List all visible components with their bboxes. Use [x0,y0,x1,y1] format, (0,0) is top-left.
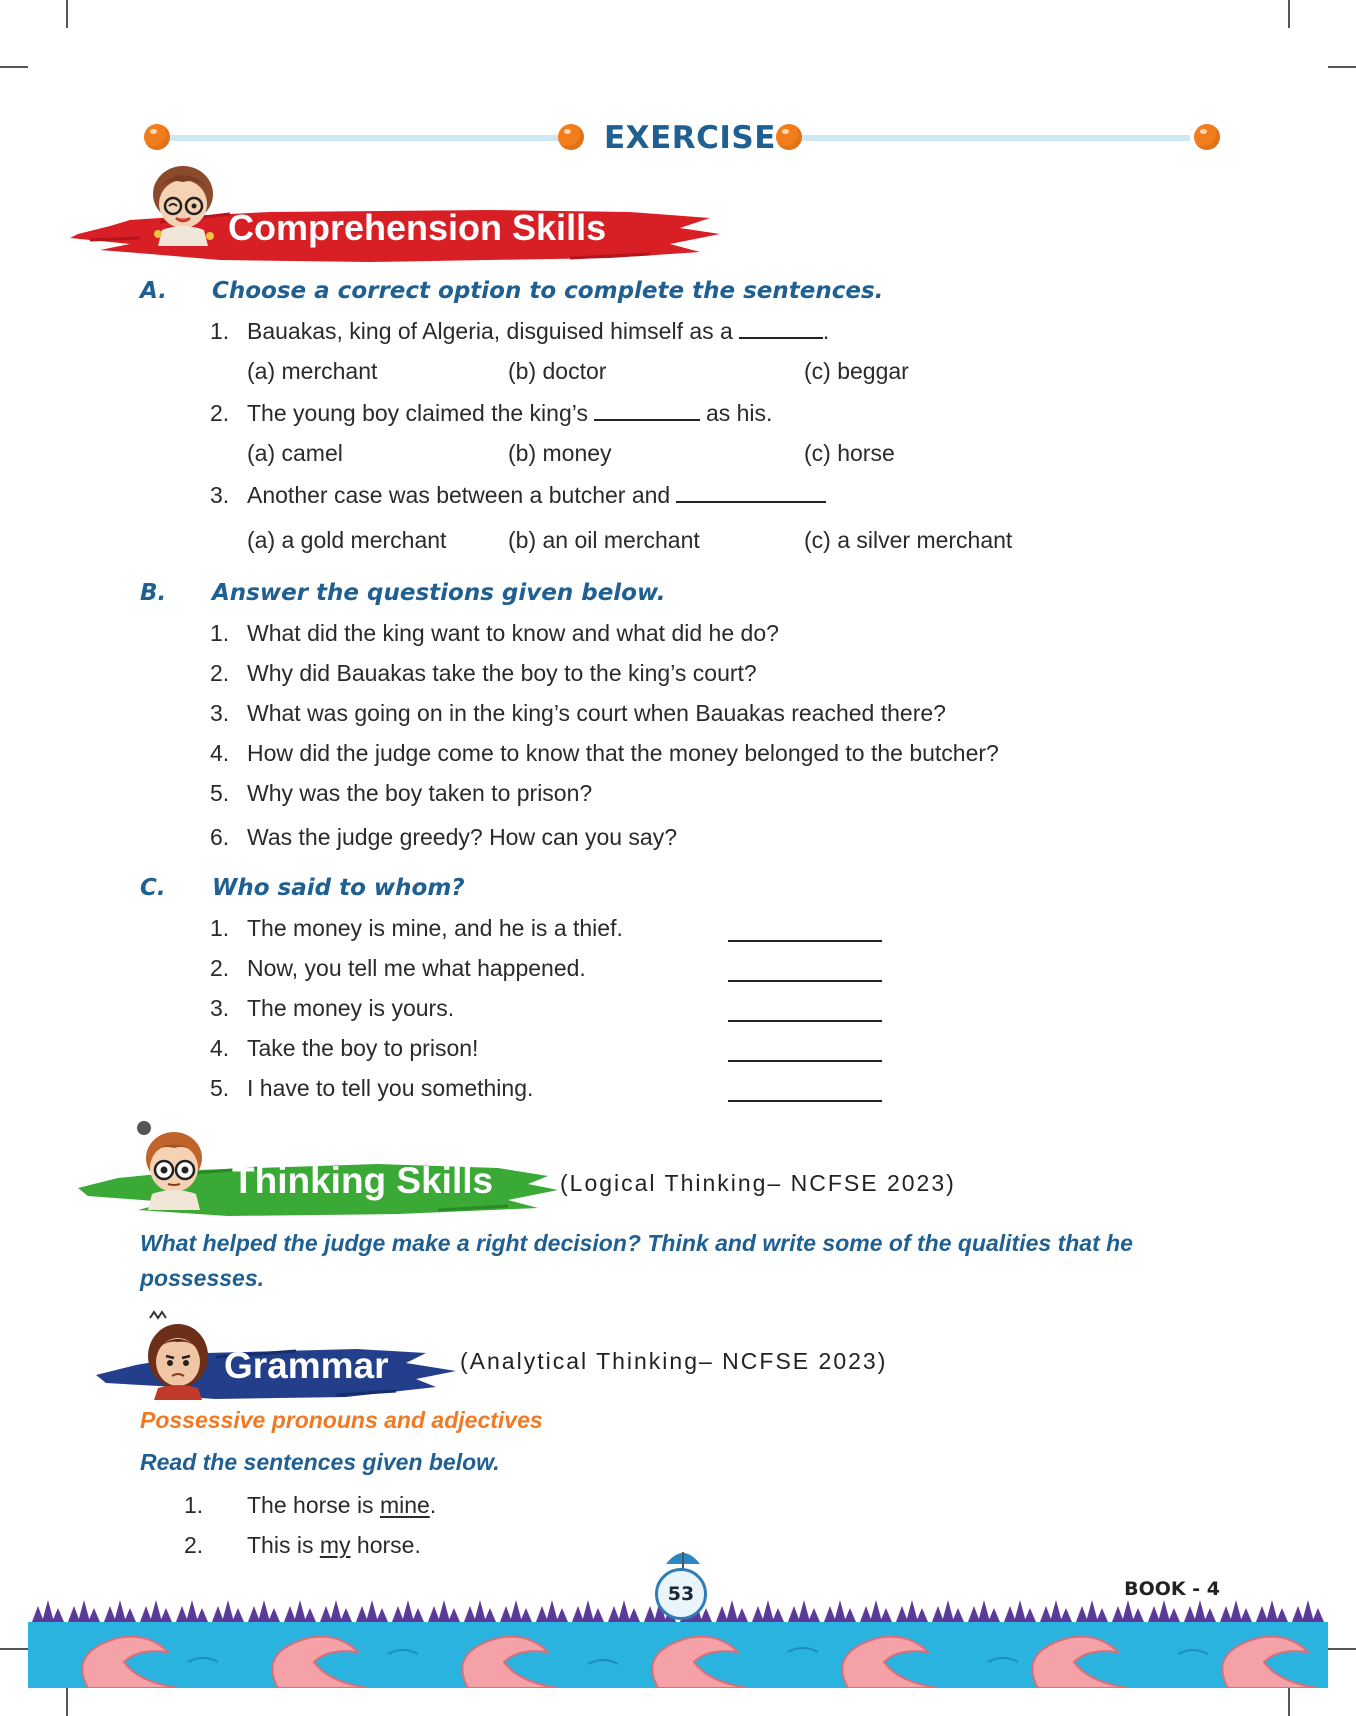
header-rule-left [168,135,568,141]
answer-line[interactable] [728,980,882,982]
page-number: 53 [655,1568,707,1620]
mcq-question-2: The young boy claimed the king’s as his. [247,400,773,426]
grammar-instruction: Read the sentences given below. [140,1449,500,1475]
sentence-number: 2. [184,1532,204,1558]
boy-with-glasses-icon [130,1118,212,1210]
crop-mark [1288,0,1290,28]
quote-text: I have to tell you something. [247,1075,534,1101]
crop-mark [1328,66,1356,68]
grammar-reference: (Analytical Thinking– NCFSE 2023) [460,1348,888,1374]
grammar-sentence-1: The horse is mine. [247,1492,437,1518]
question-text: How did the judge come to know that the money belonged to the butcher? [247,740,999,766]
question-number: 2. [210,955,230,981]
thinking-question-line2: possesses. [140,1265,265,1291]
question-number: 6. [210,824,230,850]
question-number: 3. [210,995,230,1021]
header-rule-right [790,135,1190,141]
grammar-title: Grammar [224,1345,389,1386]
crop-mark [1288,1688,1290,1716]
question-number: 2. [210,660,230,686]
grammar-sentence-2: This is my horse. [247,1532,421,1558]
grammar-topic: Possessive pronouns and adjectives [140,1407,543,1433]
option-c[interactable]: (c) beggar [804,358,909,384]
question-text: What did the king want to know and what did he do? [247,620,779,646]
section-a-letter: A. [140,278,167,304]
crop-mark [0,66,28,68]
question-number: 3. [210,700,230,726]
option-b[interactable]: (b) doctor [508,358,607,384]
option-c[interactable]: (c) a silver merchant [804,527,1013,553]
question-text: What was going on in the king’s court when Bauakas reached there? [247,700,946,726]
section-c-heading: Who said to whom? [212,875,465,901]
answer-line[interactable] [728,1020,882,1022]
answer-line[interactable] [728,940,882,942]
orange-dot-icon [776,124,802,150]
quote-text: Now, you tell me what happened. [247,955,586,981]
girl-with-glasses-icon [142,160,224,246]
question-text: Why was the boy taken to prison? [247,780,593,806]
orange-dot-icon [1194,124,1220,150]
sentence-number: 1. [184,1492,204,1518]
question-number: 3. [210,482,230,508]
mcq-question-3: Another case was between a butcher and [247,482,826,509]
question-number: 5. [210,1075,230,1101]
crop-mark [66,1688,68,1716]
question-number: 2. [210,400,230,426]
option-b[interactable]: (b) money [508,440,612,466]
crop-mark [0,1648,28,1650]
option-a[interactable]: (a) a gold merchant [247,527,447,553]
quote-text: The money is mine, and he is a thief. [247,915,623,941]
option-a[interactable]: (a) camel [247,440,343,466]
section-b-heading: Answer the questions given below. [212,580,666,606]
quote-text: Take the boy to prison! [247,1035,479,1061]
answer-line[interactable] [728,1060,882,1062]
comprehension-skills-title: Comprehension Skills [228,207,607,248]
question-number: 4. [210,1035,230,1061]
thinking-skills-title: Thinking Skills [232,1160,494,1201]
question-number: 1. [210,915,230,941]
option-a[interactable]: (a) merchant [247,358,378,384]
question-number: 1. [210,620,230,646]
option-c[interactable]: (c) horse [804,440,895,466]
book-label: BOOK - 4 [1124,1578,1220,1600]
section-a-heading: Choose a correct option to complete the sentences. [212,278,884,304]
quote-text: The money is yours. [247,995,455,1021]
question-number: 4. [210,740,230,766]
option-b[interactable]: (b) an oil merchant [508,527,700,553]
question-text: Was the judge greedy? How can you say? [247,824,678,850]
question-number: 5. [210,780,230,806]
thinking-reference: (Logical Thinking– NCFSE 2023) [560,1170,956,1196]
question-text: Why did Bauakas take the boy to the king’s court? [247,660,757,686]
mcq-question-1: Bauakas, king of Algeria, disguised himself as a . [247,318,830,344]
section-b-letter: B. [140,580,167,606]
thinking-question-line1: What helped the judge make a right decision? Think and write some of the qualities that he [140,1230,1133,1256]
girl-avatar-icon [140,1310,214,1400]
crop-mark [1328,1648,1356,1650]
page-title: EXERCISE [604,120,776,156]
question-number: 1. [210,318,230,344]
orange-dot-icon [558,124,584,150]
orange-dot-icon [144,124,170,150]
section-c-letter: C. [140,875,166,901]
crop-mark [66,0,68,28]
answer-line[interactable] [728,1100,882,1102]
